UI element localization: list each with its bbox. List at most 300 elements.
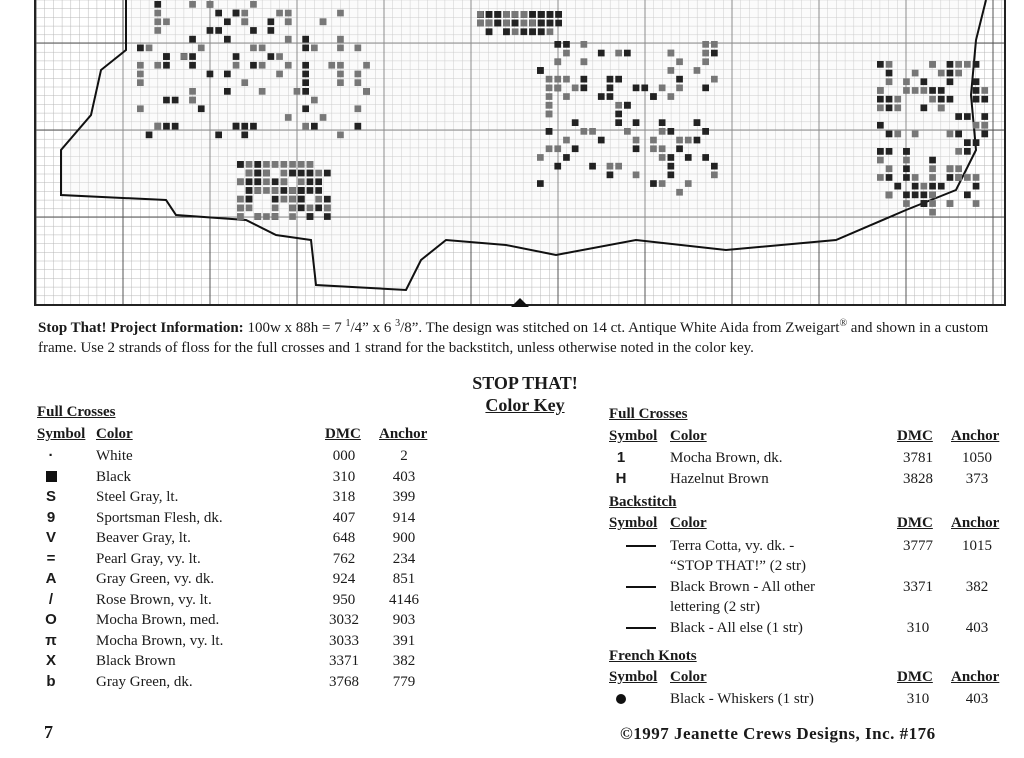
stitch-cell [938, 183, 945, 190]
stitch-cell [241, 79, 248, 86]
stitch-cell [921, 192, 928, 199]
stitch-cell [676, 85, 683, 92]
stitch-cell [250, 45, 257, 52]
color-name: White [96, 448, 133, 464]
backstitch-line-icon [621, 577, 661, 597]
color-name: Steel Gray, lt. [96, 489, 179, 505]
color-name: Mocha Brown, dk. [670, 450, 783, 466]
stitch-cell [921, 78, 928, 85]
stitch-cell [486, 28, 493, 35]
stitch-cell [324, 196, 331, 203]
right-header-symbol: Symbol [609, 428, 658, 444]
stitch-cell [337, 79, 344, 86]
stitch-cell [189, 88, 196, 95]
stitch-cell [929, 192, 936, 199]
stitch-cell [537, 67, 544, 74]
stitch-cell [302, 79, 309, 86]
stitch-cell [668, 93, 675, 100]
project-info-size: 100w x 88h = 7 [243, 320, 346, 336]
dmc-number: 310 [332, 468, 356, 485]
dmc-number: 3371 [903, 579, 933, 595]
stitch-cell [276, 71, 283, 78]
anchor-number: 403 [965, 691, 989, 707]
stitch-cell [546, 76, 553, 83]
stitch-cell [711, 163, 718, 170]
stitch-cell [929, 165, 936, 172]
stitch-symbol: π [45, 631, 57, 649]
stitch-cell [137, 45, 144, 52]
stitch-cell [315, 170, 322, 177]
stitch-cell [537, 154, 544, 161]
stitch-cell [563, 93, 570, 100]
stitch-cell [237, 178, 244, 185]
stitch-cell [633, 137, 640, 144]
stitch-cell [981, 122, 988, 129]
color-key-row [37, 631, 457, 651]
stitch-cell [607, 172, 614, 179]
stitch-cell [947, 131, 954, 138]
stitch-cell [494, 20, 501, 27]
stitch-cell [886, 70, 893, 77]
dmc-number: 3032 [329, 612, 359, 628]
stitch-cell [189, 1, 196, 8]
color-key-row [37, 590, 457, 610]
stitch-cell [289, 213, 296, 220]
stitch-cell [877, 87, 884, 94]
stitch-cell [929, 183, 936, 190]
stitch-cell [659, 180, 666, 187]
stitch-cell [947, 61, 954, 68]
stitch-cell [894, 183, 901, 190]
stitch-cell [272, 196, 279, 203]
stitch-cell [554, 58, 561, 65]
stitch-cell [154, 10, 161, 17]
stitch-cell [877, 148, 884, 155]
stitch-cell [633, 85, 640, 92]
stitch-cell [311, 123, 318, 130]
stitch-cell [624, 50, 631, 57]
stitch-cell [289, 196, 296, 203]
color-name: Black [96, 468, 131, 485]
stitch-cell [938, 105, 945, 112]
stitch-cell [285, 18, 292, 25]
stitch-symbol: O [45, 611, 57, 628]
stitch-cell [676, 76, 683, 83]
stitch-cell [572, 145, 579, 152]
stitch-cell [154, 123, 161, 130]
project-info-label: Stop That! Project Information: [38, 320, 244, 336]
stitch-cell [521, 28, 528, 35]
stitch-cell [477, 11, 484, 18]
stitch-cell [685, 137, 692, 144]
stitch-cell [233, 53, 240, 60]
color-name: Sportsman Flesh, dk. [96, 509, 223, 526]
stitch-cell [877, 174, 884, 181]
center-marker-icon [511, 298, 529, 307]
stitch-cell [237, 205, 244, 212]
stitch-cell [947, 96, 954, 103]
stitch-cell [903, 87, 910, 94]
stitch-cell [563, 137, 570, 144]
dmc-number: 648 [332, 530, 356, 546]
stitch-cell [572, 85, 579, 92]
stitch-cell [547, 28, 554, 35]
stitch-cell [263, 161, 270, 168]
stitch-cell [921, 200, 928, 207]
stitch-cell [973, 122, 980, 129]
project-information [38, 318, 998, 358]
stitch-cell [650, 93, 657, 100]
stitch-cell [486, 11, 493, 18]
anchor-number: 234 [392, 550, 416, 567]
stitch-cell [263, 187, 270, 194]
stitch-cell [973, 96, 980, 103]
anchor-number: 900 [392, 530, 416, 546]
stitch-cell [886, 78, 893, 85]
stitch-cell [676, 58, 683, 65]
stitch-cell [955, 174, 962, 181]
stitch-cell [894, 105, 901, 112]
stitch-cell [947, 174, 954, 181]
stitch-cell [355, 79, 362, 86]
stitch-cell [929, 174, 936, 181]
stitch-cell [503, 28, 510, 35]
stitch-cell [711, 41, 718, 48]
color-key-row [37, 569, 457, 589]
stitch-cell [886, 105, 893, 112]
stitch-cell [320, 18, 327, 25]
stitch-cell [607, 163, 614, 170]
stitch-cell [298, 178, 305, 185]
stitch-cell [259, 88, 266, 95]
stitch-cell [281, 170, 288, 177]
stitch-cell [137, 105, 144, 112]
stitch-cell [668, 128, 675, 135]
stitch-cell [215, 132, 222, 139]
stitch-cell [676, 189, 683, 196]
anchor-number: 4146 [389, 591, 419, 608]
stitch-symbol: S [45, 488, 56, 505]
stitch-cell [668, 172, 675, 179]
stitch-cell [224, 71, 231, 78]
stitch-cell [254, 187, 261, 194]
stitch-cell [702, 85, 709, 92]
stitch-cell [929, 200, 936, 207]
stitch-cell [311, 97, 318, 104]
stitch-cell [237, 213, 244, 220]
stitch-cell [538, 11, 545, 18]
stitch-cell [947, 78, 954, 85]
stitch-cell [276, 10, 283, 17]
stitch-cell [198, 45, 205, 52]
stitch-cell [659, 128, 666, 135]
stitch-cell [298, 196, 305, 203]
dmc-number: 407 [332, 509, 356, 526]
fk-header-anchor: Anchor [951, 669, 1000, 685]
stitch-cell [694, 119, 701, 126]
stitch-cell [311, 45, 318, 52]
stitch-cell [324, 170, 331, 177]
stitch-cell [246, 178, 253, 185]
backstitch-row [609, 577, 1009, 615]
color-name: Mocha Brown, med. [96, 612, 220, 628]
stitch-cell [877, 122, 884, 129]
stitch-cell [172, 123, 179, 130]
backstitch-color-line2: lettering (2 str) [670, 599, 760, 615]
stitch-cell [668, 154, 675, 161]
stitch-cell [272, 213, 279, 220]
stitch-cell [298, 187, 305, 194]
stitch-cell [598, 137, 605, 144]
left-header-symbol: Symbol [37, 426, 86, 442]
stitch-symbol: = [46, 549, 56, 567]
anchor-number: 382 [965, 579, 989, 595]
stitch-cell [903, 192, 910, 199]
dmc-number: 3371 [329, 653, 359, 669]
anchor-number: 382 [392, 653, 416, 669]
bs-header-dmc: DMC [897, 515, 933, 531]
chart-grid [36, 0, 1004, 304]
stitch-cell [189, 36, 196, 43]
stitch-symbol: A [45, 570, 57, 587]
stitch-cell [320, 114, 327, 121]
stitch-cell [886, 131, 893, 138]
stitch-cell [254, 161, 261, 168]
stitch-cell [912, 131, 919, 138]
stitch-cell [254, 213, 261, 220]
stitch-cell [272, 178, 279, 185]
stitch-symbol: / [48, 590, 54, 608]
frac1-num: 1 [345, 318, 351, 329]
stitch-cell [307, 187, 314, 194]
stitch-cell [207, 27, 214, 34]
stitch-cell [246, 205, 253, 212]
stitch-cell [285, 36, 292, 43]
stitch-cell [615, 163, 622, 170]
stitch-cell [215, 27, 222, 34]
stitch-cell [650, 180, 657, 187]
stitch-cell [154, 27, 161, 34]
design-outline [61, 0, 986, 290]
stitch-cell [163, 62, 170, 69]
stitch-cell [563, 154, 570, 161]
stitch-cell [973, 174, 980, 181]
stitch-cell [546, 128, 553, 135]
left-header-dmc: DMC [325, 426, 361, 442]
stitch-cell [324, 205, 331, 212]
stitch-cell [328, 62, 335, 69]
french-knots-heading: French Knots [609, 648, 697, 664]
color-key-row [609, 469, 1024, 489]
stitch-cell [912, 183, 919, 190]
stitch-cell [189, 97, 196, 104]
stitch-cell [302, 123, 309, 130]
stitch-cell [981, 131, 988, 138]
stitch-cell [581, 58, 588, 65]
stitch-cell [163, 123, 170, 130]
backstitch-color-line2: “STOP THAT!” (2 str) [670, 558, 806, 574]
stitch-cell [302, 45, 309, 52]
stitch-cell [259, 45, 266, 52]
stitch-cell [964, 148, 971, 155]
stitch-cell [241, 18, 248, 25]
color-name: Black - Whiskers (1 str) [670, 691, 814, 707]
dmc-number: 3777 [903, 538, 933, 554]
frac2-num: 3 [395, 318, 401, 329]
stitch-cell [947, 70, 954, 77]
stitch-cell [685, 154, 692, 161]
stitch-cell [355, 45, 362, 52]
project-info-text2: ” x 6 [362, 320, 396, 336]
stitch-cell [973, 78, 980, 85]
stitch-cell [268, 27, 275, 34]
stitch-cell [268, 53, 275, 60]
stitch-cell [554, 163, 561, 170]
stitch-cell [529, 11, 536, 18]
stitch-cell [938, 70, 945, 77]
stitch-cell [224, 88, 231, 95]
stitch-cell [281, 178, 288, 185]
color-name: Hazelnut Brown [670, 470, 769, 487]
stitch-cell [521, 20, 528, 27]
stitch-cell [877, 105, 884, 112]
stitch-cell [886, 148, 893, 155]
stitch-cell [281, 161, 288, 168]
stitch-cell [355, 123, 362, 130]
stitch-cell [546, 85, 553, 92]
stitch-cell [154, 18, 161, 25]
stitch-cell [233, 10, 240, 17]
color-key-row [609, 448, 1024, 468]
right-header-dmc: DMC [897, 428, 933, 444]
color-key-row [37, 672, 457, 692]
color-name: Pearl Gray, vy. lt. [96, 550, 201, 567]
stitch-cell [947, 165, 954, 172]
stitch-cell [702, 41, 709, 48]
stitch-cell [272, 161, 279, 168]
stitch-cell [537, 180, 544, 187]
stitch-cell [250, 123, 257, 130]
stitch-cell [302, 105, 309, 112]
anchor-number: 914 [392, 509, 416, 526]
stitch-cell [877, 61, 884, 68]
bs-header-symbol: Symbol [609, 515, 658, 531]
stitch-cell [285, 114, 292, 121]
stitch-cell [650, 145, 657, 152]
stitch-cell [981, 96, 988, 103]
dmc-number: 310 [906, 691, 930, 707]
stitch-cell [607, 76, 614, 83]
stitch-cell [477, 20, 484, 27]
stitch-cell [554, 76, 561, 83]
stitch-cell [486, 20, 493, 27]
backstitch-line-icon [621, 536, 661, 556]
stitch-cell [964, 174, 971, 181]
stitch-cell [676, 145, 683, 152]
color-key-row [37, 467, 457, 487]
anchor-number: 851 [392, 571, 416, 587]
stitch-cell [903, 148, 910, 155]
stitch-cell [546, 111, 553, 118]
stitch-cell [137, 79, 144, 86]
left-header-anchor: Anchor [379, 426, 428, 442]
stitch-cell [337, 10, 344, 17]
stitch-cell [581, 76, 588, 83]
stitch-symbol: 9 [46, 508, 56, 526]
stitch-symbol: H [615, 469, 627, 487]
backstitch-heading: Backstitch [609, 494, 677, 510]
stitch-cell [337, 132, 344, 139]
stitch-cell [964, 113, 971, 120]
stitch-cell [254, 170, 261, 177]
stitch-cell [581, 128, 588, 135]
anchor-number: 1015 [962, 538, 992, 554]
stitch-cell [263, 213, 270, 220]
stitch-cell [272, 187, 279, 194]
backstitch-color-line1: Black Brown - All other [670, 579, 815, 595]
stitch-cell [554, 145, 561, 152]
stitch-cell [302, 71, 309, 78]
stitch-cell [929, 157, 936, 164]
stitch-cell [659, 119, 666, 126]
stitch-symbol: b [46, 672, 56, 690]
bs-header-anchor: Anchor [951, 515, 1000, 531]
stitch-cell [563, 41, 570, 48]
stitch-cell [355, 105, 362, 112]
stitch-cell [598, 50, 605, 57]
stitch-cell [555, 20, 562, 27]
stitch-cell [955, 70, 962, 77]
stitch-cell [711, 172, 718, 179]
stitch-cell [921, 87, 928, 94]
stitch-cell [903, 78, 910, 85]
stitch-cell [512, 20, 519, 27]
stitch-cell [581, 85, 588, 92]
stitch-cell [307, 178, 314, 185]
stitch-cell [547, 20, 554, 27]
stitch-cell [702, 58, 709, 65]
stitch-cell [938, 87, 945, 94]
stitch-cell [272, 205, 279, 212]
stitch-cell [938, 96, 945, 103]
stitch-cell [298, 161, 305, 168]
stitch-cell [281, 187, 288, 194]
stitch-cell [363, 62, 370, 69]
stitch-cell [615, 119, 622, 126]
anchor-number: 399 [392, 489, 416, 505]
stitch-cell [285, 62, 292, 69]
stitch-cell [563, 76, 570, 83]
stitch-cell [307, 213, 314, 220]
dmc-number: 3828 [903, 470, 933, 487]
stitch-cell [921, 183, 928, 190]
stitch-cell [929, 87, 936, 94]
stitch-cell [912, 174, 919, 181]
backstitch-row [609, 536, 1009, 574]
page-number: 7 [44, 722, 53, 742]
stitch-cell [298, 170, 305, 177]
stitch-cell [589, 163, 596, 170]
registered-mark: ® [839, 318, 848, 329]
color-name: Rose Brown, vy. lt. [96, 591, 212, 608]
stitch-cell [137, 71, 144, 78]
right-header-anchor: Anchor [951, 428, 1000, 444]
stitch-cell [250, 62, 257, 69]
stitch-cell [659, 154, 666, 161]
stitch-symbol: 1 [616, 449, 626, 466]
stitch-cell [546, 145, 553, 152]
color-key-title [430, 372, 620, 416]
